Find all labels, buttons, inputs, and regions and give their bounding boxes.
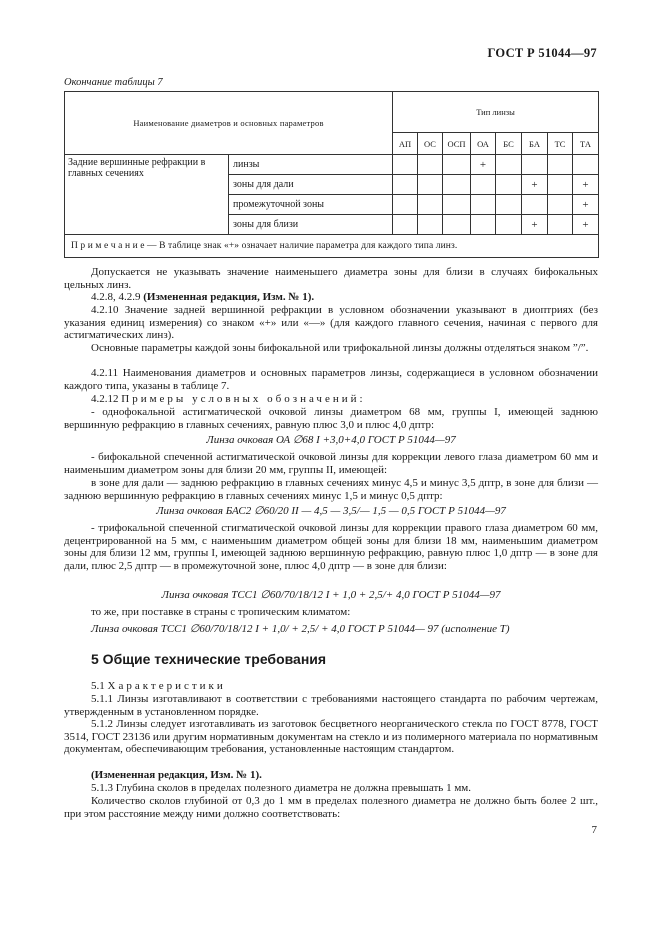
amendment-note: (Измененная редакция, Изм. № 1). bbox=[143, 291, 315, 303]
mark-cell bbox=[443, 175, 471, 195]
mark-cell bbox=[443, 215, 471, 235]
row-label: промежуточной зоны bbox=[229, 195, 393, 215]
paragraph bbox=[64, 680, 598, 693]
formula: Линза очковая ОА ∅68 I +3,0+4,0 ГОСТ Р 51044—97 bbox=[206, 434, 456, 446]
type-col: ТС bbox=[548, 133, 573, 155]
amendment-note: (Измененная редакция, Изм. № 1). bbox=[91, 769, 262, 781]
mark-cell bbox=[496, 195, 522, 215]
type-col: ОСП bbox=[443, 133, 471, 155]
mark-cell bbox=[522, 195, 548, 215]
group-label: Задние вершинные рефракции в главных сечениях bbox=[65, 155, 229, 235]
table-caption: Окончание таблицы 7 bbox=[64, 77, 163, 88]
type-col: БА bbox=[522, 133, 548, 155]
mark-cell: + bbox=[522, 175, 548, 195]
paragraph: 5.1.2 Линзы следует изготавливать из заготовок бесцветного неорганического стекла по ГОСТ 8778, ГОСТ 3514, ГОСТ 23136 или другим нормативным документам на стекло и из полимерного материала по нормативным документам, обеспечивающим требования, установленные настоящим стандартом. bbox=[64, 718, 598, 756]
mark-cell bbox=[496, 155, 522, 175]
mark-cell bbox=[522, 155, 548, 175]
mark-cell bbox=[548, 175, 573, 195]
mark-cell bbox=[393, 215, 418, 235]
paragraph: - бифокальной спеченной астигматической очковой линзы для коррекции левого глаза диаметром 60 мм и наименьшим диаметром зоны для близи 20 мм, группы II, имеющей: bbox=[64, 451, 598, 476]
document-header: ГОСТ Р 51044—97 bbox=[487, 46, 597, 60]
row-label: зоны для близи bbox=[229, 215, 393, 235]
type-col: АП bbox=[393, 133, 418, 155]
paragraph: 5.1.1 Линзы изготавливают в соответствии с требованиями настоящего стандарта по рабочим чертежам, утвержденным в установленном порядке. bbox=[64, 693, 598, 718]
mark-cell bbox=[393, 155, 418, 175]
formula: Линза очковая ТСС1 ∅60/70/18/12 I + 1,0/ + 2,5/ + 4,0 ГОСТ Р 51044— 97 (исполнение Т) bbox=[91, 623, 510, 635]
type-col: БС bbox=[496, 133, 522, 155]
mark-cell bbox=[548, 215, 573, 235]
table-7 bbox=[64, 91, 599, 258]
formula: Линза очковая ТСС1 ∅60/70/18/12 I + 1,0 + 2,5/+ 4,0 ГОСТ Р 51044—97 bbox=[161, 589, 501, 601]
type-col: ТА bbox=[573, 133, 599, 155]
paragraph: Количество сколов глубиной от 0,3 до 1 мм в пределах полезного диаметра не должно быть более 2 шт., при этом расстояние между ними должно соответствовать: bbox=[64, 795, 598, 820]
subsection-title: Характеристики bbox=[107, 680, 226, 692]
paragraph: 4.2.10 Значение задней вершинной рефракции в условном обозначении указывают в диоптриях (без указания единиц измерения) со знаком «+» или «—» (для каждого главного сечения, начиная с первого для астигматических линз). bbox=[64, 304, 598, 342]
mark-cell bbox=[418, 195, 443, 215]
mark-cell bbox=[471, 215, 496, 235]
paragraph: Допускается не указывать значение наименьшего диаметра зоны для близи в случаях бифокальных цельных линз. bbox=[64, 266, 598, 291]
paragraph: 5.1.3 Глубина сколов в пределах полезного диаметра не должна превышать 1 мм. bbox=[91, 782, 471, 794]
mark-cell bbox=[418, 215, 443, 235]
table-note: П р и м е ч а н и е — В таблице знак «+» означает наличие параметра для каждого типа линз. bbox=[65, 235, 599, 258]
mark-cell bbox=[548, 155, 573, 175]
mark-cell: + bbox=[471, 155, 496, 175]
param-header: Наименование диаметров и основных параметров bbox=[65, 92, 393, 155]
paragraph: - трифокальной спеченной стигматической очковой линзы для коррекции правого глаза диаметром 60 мм, децентрированной на 5 мм, с наименьшим диаметром общей зоны для близи 18 мм, наименьшим диаметром зоны для близи 12 мм, группы I, имеющей заднюю вершинную рефракцию, равную плюс 1,0 дптр — в зоне для дали, плюс 2,5 дптр — в промежуточной зоне, плюс 4,0 дптр — в зоне для близи: bbox=[64, 522, 598, 572]
type-col: ОС bbox=[418, 133, 443, 155]
mark-cell: + bbox=[573, 175, 599, 195]
formula: Линза очковая БАС2 ∅60/20 II — 4,5 — 3,5/— 1,5 — 0,5 ГОСТ Р 51044—97 bbox=[156, 505, 506, 517]
paragraph: то же, при поставке в страны с тропическим климатом: bbox=[91, 606, 351, 618]
paragraph: Основные параметры каждой зоны бифокальной или трифокальной линзы должны отделяться знаком ”/”. bbox=[91, 342, 589, 354]
mark-cell bbox=[393, 195, 418, 215]
clause-number: 4.2.12 bbox=[91, 393, 122, 405]
mark-cell bbox=[573, 155, 599, 175]
row-label: зоны для дали bbox=[229, 175, 393, 195]
mark-cell bbox=[443, 195, 471, 215]
clause-number: 5.1 bbox=[91, 680, 108, 692]
mark-cell: + bbox=[573, 195, 599, 215]
paragraph bbox=[64, 291, 598, 304]
mark-cell: + bbox=[573, 215, 599, 235]
type-col: ОА bbox=[471, 133, 496, 155]
mark-cell: + bbox=[522, 215, 548, 235]
row-label: линзы bbox=[229, 155, 393, 175]
type-header: Тип линзы bbox=[393, 92, 599, 133]
mark-cell bbox=[418, 155, 443, 175]
mark-cell bbox=[471, 175, 496, 195]
mark-cell bbox=[393, 175, 418, 195]
mark-cell bbox=[418, 175, 443, 195]
clause-number: 4.2.8, 4.2.9 bbox=[91, 291, 144, 303]
paragraph bbox=[64, 393, 598, 406]
mark-cell bbox=[443, 155, 471, 175]
examples-heading: Примеры условных обозначений: bbox=[121, 393, 366, 405]
paragraph: 4.2.11 Наименования диаметров и основных параметров линзы, содержащиеся в условном обозначении каждого типа, указаны в таблице 7. bbox=[64, 367, 598, 392]
section-heading: 5 Общие технические требования bbox=[91, 651, 327, 667]
paragraph: в зоне для дали — заднюю рефракцию в главных сечениях минус 4,5 и минус 3,5 дптр, в зоне для близи — заднюю вершинную рефракцию в главных сечениях минус 1,5 и минус 0,5 дптр: bbox=[64, 477, 598, 502]
mark-cell bbox=[496, 215, 522, 235]
mark-cell bbox=[471, 195, 496, 215]
mark-cell bbox=[496, 175, 522, 195]
mark-cell bbox=[548, 195, 573, 215]
page-number: 7 bbox=[591, 824, 597, 836]
paragraph: - однофокальной астигматической очковой линзы диаметром 68 мм, группы I, имеющей заднюю вершинную рефракцию в главных сечениях, равную плюс 3,0 и плюс 4,0 дптр: bbox=[64, 406, 598, 431]
